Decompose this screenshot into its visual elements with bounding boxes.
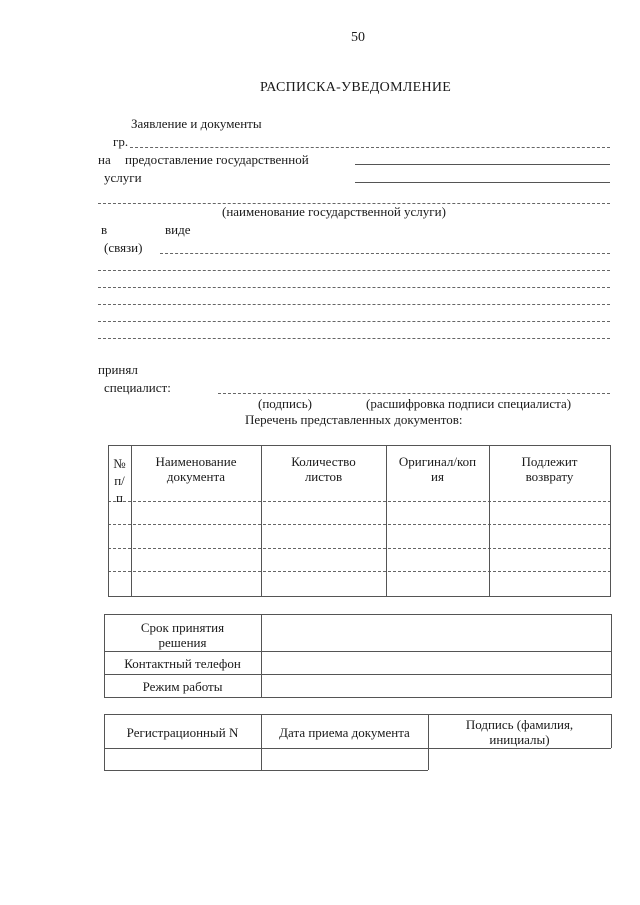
header-number [108, 455, 131, 506]
intro-provision: предоставление государственной [125, 152, 309, 167]
gr-fill-line [130, 147, 610, 148]
blank-line-2 [98, 287, 610, 288]
header-return [489, 454, 610, 484]
header-sheet-count-line-1: Количество [291, 454, 356, 469]
info-table-top [104, 614, 612, 615]
header-sheet-count-line-2: листов [304, 469, 343, 484]
page-number: 50 [351, 30, 365, 45]
header-signature-line-2: инициалы) [489, 732, 550, 747]
decision-term-label [104, 620, 261, 650]
registration-col-line [611, 714, 612, 748]
accepted-label: принял [98, 362, 138, 377]
header-document-name [131, 454, 261, 484]
documents-table-bottom [108, 596, 611, 597]
header-return-line-2: возврату [525, 469, 574, 484]
documents-table-top [108, 445, 611, 446]
blank-line-1 [98, 270, 610, 271]
registration-table-bottom [104, 770, 428, 771]
documents-row-line [108, 524, 611, 525]
info-row-line [104, 674, 612, 675]
registration-col-line [261, 714, 262, 770]
specialist-line [218, 393, 610, 394]
info-col-line [261, 614, 262, 697]
header-original-copy-line-1: Оригинал/коп [398, 454, 477, 469]
registration-table-top [104, 714, 611, 715]
intro-gr: гр. [113, 134, 129, 149]
blank-line-5 [98, 338, 610, 339]
contact-phone-label [104, 656, 261, 671]
header-registration-number [104, 725, 261, 740]
svyazi-line [160, 253, 610, 254]
service-name-caption: (наименование государственной услуги) [222, 204, 446, 219]
work-hours-label [104, 679, 261, 694]
page-title: РАСПИСКА-УВЕДОМЛЕНИЕ [260, 80, 452, 95]
documents-row-line [108, 548, 611, 549]
work-hours-text: Режим работы [142, 679, 223, 694]
info-row-line [104, 651, 612, 652]
intro-vide: виде [165, 222, 191, 237]
blank-line-4 [98, 321, 610, 322]
intro-service: услуги [104, 170, 142, 185]
header-document-name-line-2: документа [166, 469, 226, 484]
intro-line-1: Заявление и документы [131, 116, 262, 131]
info-col-line [611, 614, 612, 697]
header-number-line-1: № [113, 456, 126, 471]
header-signature [428, 717, 611, 747]
documents-row-line [108, 571, 611, 572]
header-number-line-3: п [116, 490, 123, 505]
decision-term-line-1: Срок принятия [140, 620, 225, 635]
signature-caption: (подпись) [258, 396, 312, 411]
header-sheet-count [261, 454, 386, 484]
registration-row-line [104, 748, 611, 749]
signature-decode-caption: (расшифровка подписи специалиста) [366, 396, 572, 411]
intro-svyazi: (связи) [104, 240, 143, 255]
header-registration-number-text: Регистрационный N [126, 725, 239, 740]
specialist-label: специалист: [104, 380, 171, 395]
documents-list-title: Перечень представленных документов: [245, 412, 463, 427]
contact-phone-text: Контактный телефон [124, 656, 241, 671]
header-document-name-line-1: Наименование [155, 454, 237, 469]
documents-col-line [610, 445, 611, 596]
service-fill-line-1 [355, 164, 610, 165]
header-number-line-2: п/ [114, 473, 125, 488]
header-original-copy-line-2: ия [431, 469, 444, 484]
header-original-copy [386, 454, 489, 484]
header-receipt-date [261, 725, 428, 740]
header-receipt-date-text: Дата приема документа [279, 725, 410, 740]
decision-term-line-2: решения [158, 635, 207, 650]
info-table-bottom [104, 697, 612, 698]
intro-na: на [98, 152, 111, 167]
service-fill-line-2 [355, 182, 610, 183]
intro-v: в [101, 222, 108, 237]
header-return-line-1: Подлежит [521, 454, 578, 469]
header-signature-line-1: Подпись (фамилия, [465, 717, 574, 732]
registration-col-line [104, 714, 105, 770]
documents-row-line [108, 501, 611, 502]
blank-line-3 [98, 304, 610, 305]
